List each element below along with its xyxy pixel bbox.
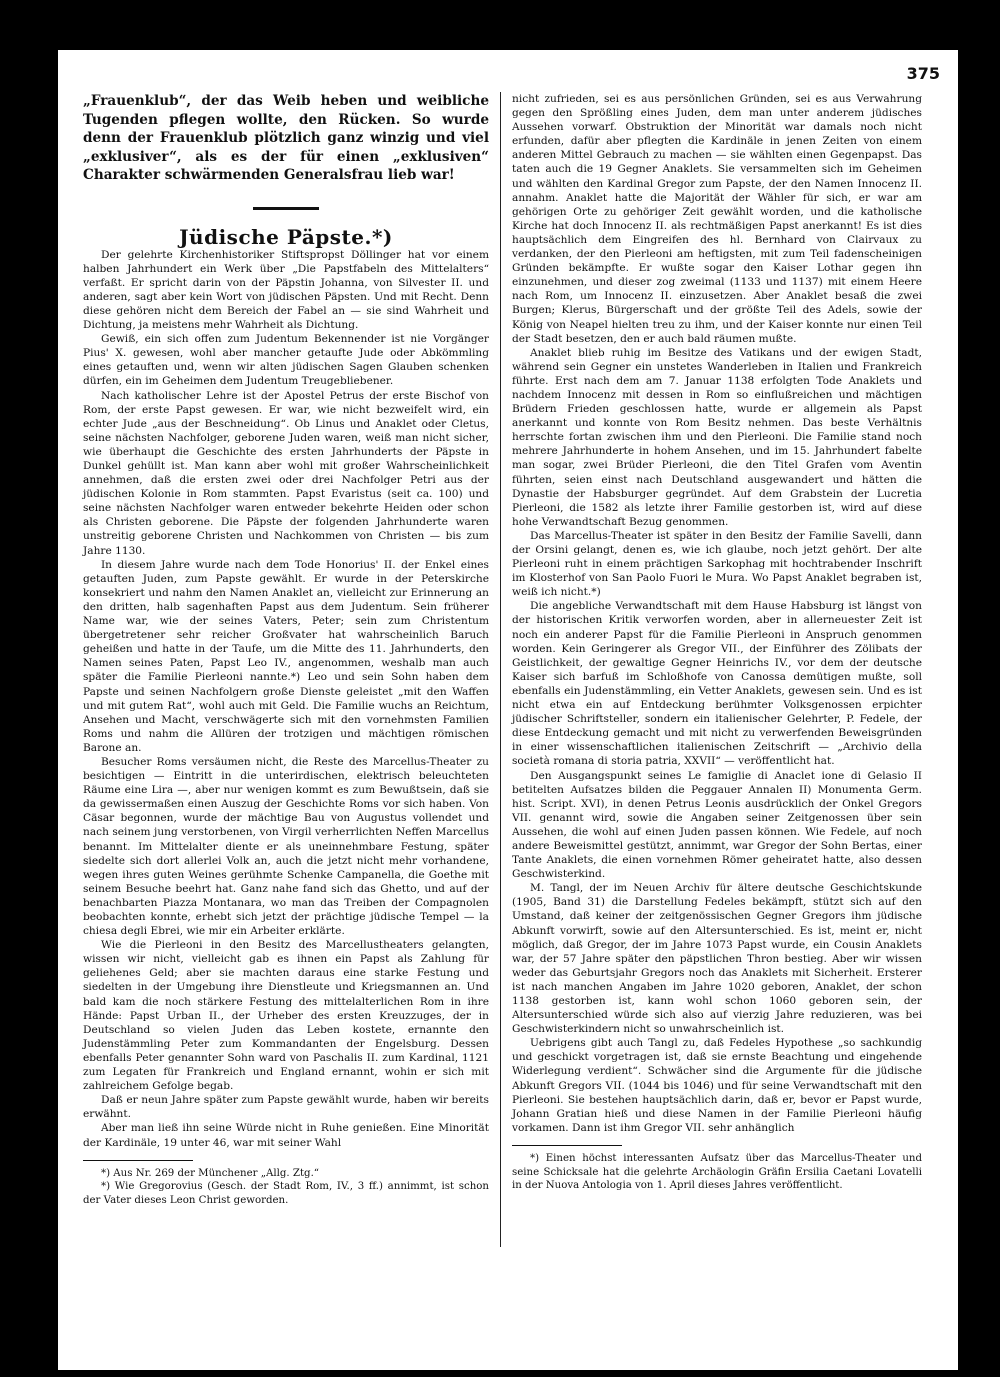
right-column — [512, 92, 922, 1193]
left-paragraph: Besucher Roms versäumen nicht, die Reste des Marcellus-Theater zu besichtigen — Eintritt in die unterirdischen, elektrisch beleuchteten Räume eine Lira —, aber nur wenigen kommt es zum Bewußtsein, daß sie da gewissermaßen einen Auszug der Geschichte Roms vor sich haben. Von Cäsar begonnen, wurde der mächtige Bau von Augustus vollendet und nach seinem jung verstorbenen, von Virgil verherrlichten Neffen Marcellus benannt. Im Mittelalter diente er als uneinnehmbare Festung, später siedelte sich dort allerlei Volk an, auch die jetzt nicht mehr vorhandene, wegen ihres guten Weines gerühmte Schenke Campanella, die Goethe mit seinem Besuche beehrt hat. Ganz nahe fand sich das Ghetto, und auf der benachbarten Piazza Montanara, wo man das Treiben der Compagnolen beobachten konnte, erhebt sich jetzt der prächtige jüdische Tempel — la chiesa degli Ebrei, wie mir ein Arbeiter erklärte. — [83, 755, 489, 938]
footnote: *) Wie Gregorovius (Gesch. der Stadt Rom, IV., 3 ff.) annimmt, ist schon der Vater dieses Leon Christ geworden. — [83, 1181, 489, 1206]
left-paragraph: Der gelehrte Kirchenhistoriker Stiftspropst Döllinger hat vor einem halben Jahrhundert ein Werk über „Die Papstfabeln des Mittelalters“ verfaßt. Er spricht darin von der Päpstin Johanna, von Silvester II. und anderen, sagt aber kein Wort von jüdischen Päpsten. Und mit Recht. Denn diese gehören nicht dem Bereich der Fabel an — sie sind Wahrheit und Dichtung, ja meistens mehr Wahrheit als Dichtung. — [83, 248, 489, 332]
footnote-rule — [83, 1160, 193, 1161]
footnote: *) Einen höchst interessanten Aufsatz über das Marcellus-Theater und seine Schicksale hat die gelehrte Archäologin Gräfin Ersilia Caetani Lovatelli in der Nuova Antologia von 1. April dieses Jahres veröffentlicht. — [512, 1152, 922, 1192]
right-paragraph: Das Marcellus-Theater ist später in den Besitz der Familie Savelli, dann der Orsini gelangt, denen es, wie ich glaube, noch jetzt gehört. Der alte Pierleoni ruht in einem prächtigen Sarkophag mit hochtrabender Inschrift im Klosterhof von San Paolo Fuori le Mura. Wo Papst Anaklet begraben ist, weiß ich nicht.*) — [512, 529, 922, 599]
left-paragraph: Wie die Pierleoni in den Besitz des Marcellustheaters gelangten, wissen wir nicht, vielleicht gab es ihnen ein Papst als Zahlung für geliehenes Geld; aber sie machten daraus eine starke Festung und siedelten in der Umgebung ihre Dienstleute und Kriegsmannen an. Und bald kam die noch stärkere Festung des mittelalterlichen Rom in ihre Hände: Papst Urban II., der Urheber des ersten Kreuzzuges, der in Deutschland so vielen Juden das Leben kostete, ernannte den Judenstämmling Peter zum Kommandanten der Engelsburg. Dessen ebenfalls Peter genannter Sohn ward von Paschalis II. zum Kardinal, 1121 zum Legaten für Frankreich und England ernannt, wohin er sich mit zahlreichem Gefolge begab. — [83, 939, 489, 1093]
left-paragraph: Daß er neun Jahre später zum Papste gewählt wurde, haben wir bereits erwähnt. — [83, 1094, 489, 1121]
left-paragraph: Aber man ließ ihn seine Würde nicht in Ruhe genießen. Eine Minorität der Kardinäle, 19 unter 46, war mit seiner Wahl — [83, 1122, 489, 1149]
footnote-rule — [512, 1145, 622, 1146]
left-paragraph: Gewiß, ein sich offen zum Judentum Bekennender ist nie Vorgänger Pius' X. gewesen, wohl aber mancher getaufte Jude oder Abkömmling eines getauften und, wenn wir alten jüdischen Sagen Glauben schenken dürfen, ein im Geheimen dem Judentum Treugebliebener. — [83, 333, 489, 388]
left-paragraph: Nach katholischer Lehre ist der Apostel Petrus der erste Bischof von Rom, der erste Papst gewesen. Er war, wie nicht bezweifelt wird, ein echter Jude „aus der Beschneidung“. Ob Linus und Anaklet oder Cletus, seine nächsten Nachfolger, geborene Juden waren, weiß man nicht sicher, wie überhaupt die Geschichte des ersten Jahrhunderts der Päpste in Dunkel gehüllt ist. Man kann aber wohl mit großer Wahrscheinlichkeit annehmen, daß die ersten zwei oder drei Nachfolger Petri aus der jüdischen Kolonie in Rom stammten. Papst Evaristus (seit ca. 100) und seine nächsten Nachfolger waren entweder bekehrte Heiden oder schon als Christen geborene. Die Päpste der folgenden Jahrhunderte waren unstreitig geborene Christen und Nachkommen von Christen — bis zum Jahre 1130. — [83, 389, 489, 557]
right-paragraph: nicht zufrieden, sei es aus persönlichen Gründen, sei es aus Verwahrung gegen den Sprößling eines Juden, dem man unter anderem jüdisches Aussehen vorwarf. Obstruktion der Minorität war damals noch nicht erfunden, dafür aber pflegten die Kardinäle in jenen Zeiten von einem anderen Mittel Gebrauch zu machen — sie wählten einen Gegenpapst. Das taten auch die 19 Gegner Anaklets. Sie versammelten sich im Geheimen und wählten den Kardinal Gregor zum Papste, der den Namen Innocenz II. annahm. Anaklet hatte die Majorität der Wähler für sich, er war am gehörigen Orte zu gehöriger Zeit gewählt worden, und die katholische Kirche hat doch Innocenz II. als rechtmäßigen Papst anerkannt! Es ist dies hauptsächlich dem Eingreifen des hl. Bernhard von Clairvaux zu verdanken, der den Pierleoni am heftigsten, mit zum Teil fadenscheinigen Gründen bekämpfte. Er wußte sogar den Kaiser Lothar gegen ihn einzunehmen, und dieser zog zweimal (1133 und 1137) mit einem Heere nach Rom, um Innocenz II. einzusetzen. Aber Anaklet besaß die zwei Burgen; Klerus, Bürgerschaft und der größte Teil des Adels, sowie der König von Neapel hielten treu zu ihm, und der Kaiser konnte nur einen Teil der Stadt besetzen, den er auch bald räumen mußte. — [512, 93, 922, 345]
right-paragraph: M. Tangl, der im Neuen Archiv für ältere deutsche Geschichtskunde (1905, Band 31) die Darstellung Fedeles bekämpft, stützt sich auf den Umstand, daß keiner der zeitgenössischen Gegner Gregors ihm jüdische Abkunft vorwirft, sowie auf den Altersunterschied. Es ist, meint er, nicht möglich, daß Gregor, der im Jahre 1073 Papst wurde, ein Cousin Anaklets war, der 57 Jahre später den päpstlichen Thron bestieg. Aber wir wissen weder das Geburtsjahr Gregors noch das Anaklets mit Sicherheit. Ersterer ist nach manchen Angaben im Jahre 1020 geboren, Anaklet, der schon 1138 gestorben ist, kann wohl schon 1060 geboren sein, der Altersunterschied würde sich also auf vierzig Jahre reduzieren, was bei Geschwisterkindern nicht so unwahrscheinlich ist. — [512, 882, 922, 1036]
left-column — [83, 92, 489, 1207]
right-paragraph: Uebrigens gibt auch Tangl zu, daß Fedeles Hypothese „so sachkundig und geschickt vorgetragen ist, daß sie ernste Beachtung und eingehende Widerlegung verdient“. Schwächer sind die Argumente für die jüdische Abkunft Gregors VII. (1044 bis 1046) und für seine Verwandtschaft mit den Pierleoni. Sie bestehen hauptsächlich darin, daß er, bevor er Papst wurde, Johann Gratian hieß und diese Namen in der Familie Pierleoni häufig vorkamen. Dann ist ihm Gregor VII. sehr anhänglich — [512, 1037, 922, 1134]
section-divider — [253, 207, 319, 210]
article-title: Jüdische Päpste.*) — [179, 224, 393, 249]
intro-paragraph: „Frauenklub“, der das Weib heben und weibliche Tugenden pflegen wollte, den Rücken. So wurde denn der Frauenklub plötzlich ganz winzig und viel „exklusiver“, als es der für einen „exklusiven“ Charakter schwärmenden Generalsfrau lieb war! — [83, 93, 489, 183]
right-paragraph: Anaklet blieb ruhig im Besitze des Vatikans und der ewigen Stadt, während sein Gegner ein unstetes Wanderleben in Italien und Frankreich führte. Erst nach dem am 7. Januar 1138 erfolgten Tode Anaklets und nachdem Innocenz mit dessen in Rom so einflußreichen und mächtigen Brüdern Frieden geschlossen hatte, wurde er allgemein als Papst anerkannt und konnte von Rom Besitz nehmen. Das beste Verhältnis herrschte fortan zwischen ihm und den Pierleoni. Die Familie stand noch mehrere Jahrhunderte in hohem Ansehen, und im 15. Jahrhundert fabelte man sogar, zwei Brüder Pierleoni, die den Titel Grafen vom Aventin führten, seien einst nach Deutschland ausgewandert und hätten die Dynastie der Habsburger gegründet. Auf dem Grabstein der Lucretia Pierleoni, die 1582 als letzte ihrer Familie gestorben ist, wird auf diese hohe Verwandtschaft Bezug genommen. — [512, 346, 922, 528]
footnote: *) Aus Nr. 269 der Münchener „Allg. Ztg.“ — [101, 1167, 320, 1179]
page-number: 375 — [906, 64, 940, 83]
right-paragraph: Die angebliche Verwandtschaft mit dem Hause Habsburg ist längst von der historischen Kritik verworfen worden, aber in allerneuester Zeit ist noch ein anderer Papst für die Familie Pierleoni in Anspruch genommen worden. Kein Geringerer als Gregor VII., der Einführer des Zölibats der Geistlichkeit, der gewaltige Gegner Heinrichs IV., vor dem der deutsche Kaiser sich barfuß im Schloßhofe von Canossa demütigen mußte, soll ebenfalls ein Judenstämmling, ein Vetter Anaklets, gewesen sein. Und es ist nicht etwa ein auf Entdeckung berühmter Volksgenossen erpichter jüdischer Schriftsteller, sondern ein italienischer Gelehrter, P. Fedele, der diese Entdeckung gemacht und mit nicht zu verwerfenden Beweisgründen in einer wissenschaftlichen italienischen Zeitschrift — „Archivio della società romana di storia patria, XXVII“ — veröffentlicht hat. — [512, 600, 922, 768]
right-paragraph: Den Ausgangspunkt seines Le famiglie di Anaclet ione di Gelasio II betitelten Aufsatzes bilden die Peggauer Annalen II) Monumenta Germ. hist. Script. XVI), in denen Petrus Leonis ausdrücklich der Onkel Gregors VII. genannt wird, sowie die Angaben seiner Zeitgenossen über sein Aussehen, die wohl auf einen Juden passen können. Wie Fedele, auf noch andere Beweismittel gestützt, annimmt, war Gregor der Sohn Bertas, einer Tante Anaklets, die einen vornehmen Römer geheiratet hatte, also dessen Geschwisterkind. — [512, 769, 922, 881]
left-paragraph: In diesem Jahre wurde nach dem Tode Honorius' II. der Enkel eines getauften Juden, zum Papste gewählt. Er wurde in der Peterskirche konsekriert und nahm den Namen Anaklet an, vielleicht zur Erinnerung an den dritten, halb sagenhaften Papst aus dem Judentum. Sein früherer Name war, wie der seines Vaters, Peter; sein zum Christentum übergetretener sehr reicher Großvater hat wahrscheinlich Baruch geheißen und hatte in der Taufe, um die Mitte des 11. Jahrhunderts, den Namen seines Paten, Papst Leo IV., angenommen, weshalb man auch später die Familie Pierleoni nannte.*) Leo und sein Sohn haben dem Papste und seinen Nachfolgern große Dienste geleistet „mit den Waffen und mit gutem Rat“, wohl auch mit Geld. Die Familie wuchs an Reichtum, Ansehen und Macht, verschwägerte sich mit den vornehmsten Familien Roms und nahm die Allüren der trotzigen und mächtigen römischen Barone an. — [83, 558, 489, 754]
column-divider — [500, 92, 501, 1247]
